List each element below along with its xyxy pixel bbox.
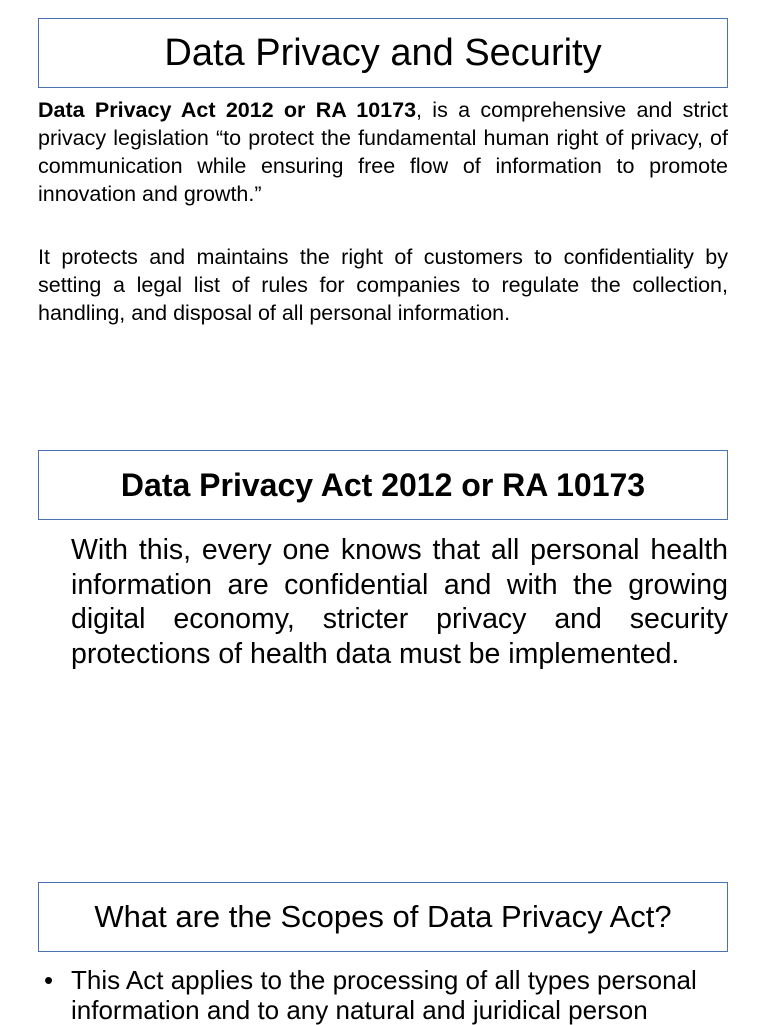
- page-title: Data Privacy and Security: [164, 31, 602, 74]
- bullet-text: This Act applies to the processing of all types personal information and to any natural and juridical person: [71, 965, 697, 1025]
- intro-paragraph-text: , is a comprehensive and strict privacy legislation “to protect the fundamental human right of privacy, of communication while ensuring free flow of information to promote innovation and growth.”: [38, 98, 728, 206]
- title-box-act-name: [38, 450, 728, 520]
- section-title-act: Data Privacy Act 2012 or RA 10173: [120, 466, 646, 503]
- act-name-bold: Data Privacy Act 2012 or RA 10173: [38, 98, 417, 122]
- bullet-dot-icon: •: [44, 965, 54, 995]
- title-box-data-privacy-and-security: [38, 18, 728, 88]
- health-information-paragraph: With this, every one knows that all personal health information are confidential and with the growing digital economy, stricter privacy and security protections of health data must be implemented.: [71, 534, 728, 670]
- intro-paragraph: [38, 96, 728, 208]
- protection-paragraph: It protects and maintains the right of customers to confidentiality by setting a legal list of rules for companies to regulate the collection, handling, and disposal of all personal information.: [38, 245, 728, 325]
- title-box-scopes: [38, 882, 728, 952]
- section-title-scopes: What are the Scopes of Data Privacy Act?: [94, 899, 672, 934]
- bullet-item: [44, 965, 728, 1025]
